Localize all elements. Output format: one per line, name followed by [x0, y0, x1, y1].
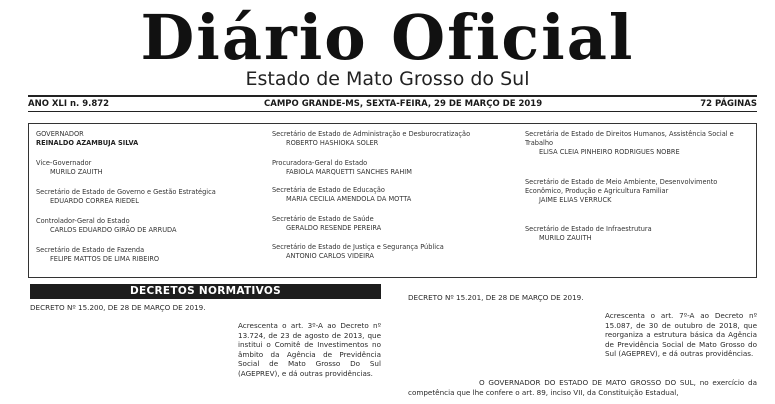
- official-name: ANTONIO CARLOS VIDEIRA: [286, 251, 374, 260]
- decree-1-title: DECRETO Nº 15.200, DE 28 DE MARÇO DE 2019.: [30, 303, 206, 312]
- decree-2-title: DECRETO Nº 15.201, DE 28 DE MARÇO DE 2019.: [408, 293, 584, 302]
- official-role: Secretária de Estado de Direitos Humanos, Assistência Social e Trabalho: [525, 130, 734, 147]
- edition-row: [28, 98, 757, 110]
- official-name: JAIME ELIAS VERRUCK: [539, 195, 612, 204]
- official-role: Vice-Governador: [36, 159, 92, 167]
- official-name: MURILO ZAUITH: [539, 233, 592, 242]
- decree-2-preamble: O GOVERNADOR DO ESTADO DE MATO GROSSO DO SUL, no exercício da competência que lhe confere o art. 89, inciso VII, da Constituição Estadual,: [408, 378, 757, 397]
- official-role: Secretário de Estado de Meio Ambiente, Desenvolvimento Econômico, Produção e Agricultura Familiar: [525, 178, 718, 195]
- official-name: MURILO ZAUITH: [50, 167, 103, 176]
- official-name: FABIOLA MARQUETTI SANCHES RAHIM: [286, 167, 412, 176]
- official-entry: [525, 130, 753, 156]
- official-entry: [272, 215, 512, 233]
- official-entry: [36, 159, 261, 177]
- edition-number: ANO XLI n. 9.872: [28, 99, 110, 109]
- official-entry: [272, 243, 512, 261]
- masthead-title: Diário Oficial: [140, 1, 635, 74]
- official-role: Secretário de Estado de Administração e Desburocratização: [272, 130, 471, 138]
- official-entry: [36, 130, 261, 148]
- edition-place-date: CAMPO GRANDE-MS, SEXTA-FEIRA, 29 DE MARÇO DE 2019: [264, 99, 543, 109]
- header-rule-top: [28, 95, 757, 97]
- official-name: GERALDO RESENDE PEREIRA: [286, 223, 382, 232]
- decree-2-ementa: Acrescenta o art. 7º-A ao Decreto nº 15.087, de 30 de outubro de 2018, que reorganiza a estrutura básica da Agência de Previdência Social de Mato Grosso do Sul (AGEPREV), e dá outras providências.: [605, 311, 757, 359]
- official-role: GOVERNADOR: [36, 130, 84, 138]
- official-name: REINALDO AZAMBUJA SILVA: [36, 138, 139, 147]
- official-role: Secretário de Estado de Infraestrutura: [525, 225, 652, 233]
- official-entry: [525, 178, 753, 204]
- edition-pages: 72 PÁGINAS: [700, 99, 757, 109]
- official-entry: [272, 186, 512, 204]
- official-role: Secretária de Estado de Educação: [272, 186, 385, 194]
- official-role: Secretário de Estado de Saúde: [272, 215, 374, 223]
- officials-box: [28, 123, 757, 278]
- section-header-decretos: DECRETOS NORMATIVOS: [30, 284, 381, 299]
- official-name: CARLOS EDUARDO GIRÃO DE ARRUDA: [50, 225, 177, 234]
- official-entry: [272, 159, 512, 177]
- official-name: MARIA CECILIA AMENDOLA DA MOTTA: [286, 194, 412, 203]
- official-role: Secretário de Estado de Governo e Gestão Estratégica: [36, 188, 216, 196]
- official-role: Secretário de Estado de Fazenda: [36, 246, 145, 254]
- official-name: ELISA CLEIA PINHEIRO RODRIGUES NOBRE: [539, 147, 680, 156]
- official-name: FELIPE MATTOS DE LIMA RIBEIRO: [50, 254, 160, 263]
- official-role: Procuradora-Geral do Estado: [272, 159, 368, 167]
- official-entry: [272, 130, 512, 148]
- decree-1-ementa: Acrescenta o art. 3º-A ao Decreto nº 13.724, de 23 de agosto de 2013, que institui o Comitê de Investimentos no âmbito da Agência de Previdência Social de Mato Grosso Do Sul (AGEPREV), e dá outras providências.: [238, 321, 381, 378]
- masthead-subtitle: Estado de Mato Grosso do Sul: [245, 68, 530, 90]
- official-role: Secretário de Estado de Justiça e Segurança Pública: [272, 243, 444, 251]
- official-name: ROBERTO HASHIOKA SOLER: [286, 138, 379, 147]
- official-entry: [525, 225, 753, 243]
- official-name: EDUARDO CORREA RIEDEL: [50, 196, 139, 205]
- official-entry: [36, 246, 261, 264]
- header-rule-bottom: [28, 111, 757, 112]
- official-entry: [36, 188, 261, 206]
- official-role: Controlador-Geral do Estado: [36, 217, 130, 225]
- official-entry: [36, 217, 261, 235]
